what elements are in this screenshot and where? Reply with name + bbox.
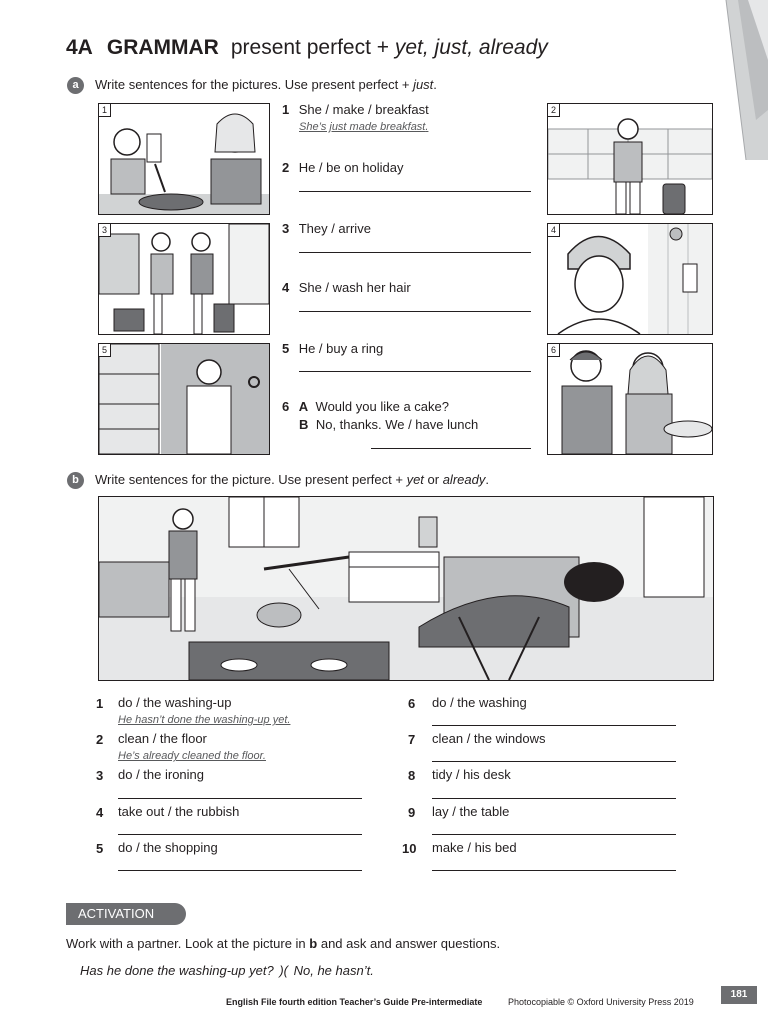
- picture-number: 3: [99, 224, 111, 237]
- picture-number: 4: [548, 224, 560, 237]
- answer-line-b10[interactable]: [432, 870, 676, 871]
- topic-text: present perfect +: [230, 36, 395, 59]
- picture-number: 6: [548, 344, 560, 357]
- answer-line-a2[interactable]: [299, 191, 531, 192]
- example-question: Has he done the washing-up yet?: [80, 963, 274, 978]
- page-number: 181: [721, 986, 757, 1004]
- part-b-item-6: 6 do / the washing: [408, 695, 527, 711]
- answer-line-b8[interactable]: [432, 798, 676, 799]
- part-a-item-2: 2 He / be on holiday: [282, 160, 404, 175]
- part-b-item-3: 3 do / the ironing: [96, 767, 205, 783]
- answer-line-a5[interactable]: [299, 371, 531, 372]
- room-illustration: [99, 497, 713, 680]
- part-b-item-10: 10 make / his bed: [402, 840, 517, 856]
- picture-3: [98, 223, 270, 335]
- answer-line-a3[interactable]: [299, 252, 531, 253]
- part-a-instruction: Write sentences for the pictures. Use present perfect + just.: [95, 77, 437, 92]
- answer-line-a6[interactable]: [371, 448, 531, 449]
- activation-instruction: Work with a partner. Look at the picture in b and ask and answer questions.: [66, 936, 501, 951]
- part-a-item-6b: B No, thanks. We / have lunch: [299, 417, 479, 432]
- picture-number: 5: [99, 344, 111, 357]
- model-answer-b1: He hasn’t done the washing-up yet.: [118, 714, 291, 726]
- model-answer-a: She’s just made breakfast.: [299, 121, 429, 133]
- answer-line-b7[interactable]: [432, 761, 676, 762]
- topic-italic: yet, just, already: [394, 36, 548, 59]
- answer-line-b5[interactable]: [118, 870, 362, 871]
- part-b-item-1: 1 do / the washing-up: [96, 695, 232, 711]
- ring-shop-illustration: [99, 344, 269, 454]
- part-b-label: b: [67, 472, 84, 489]
- hair-wash-illustration: [548, 224, 712, 334]
- part-b-instruction: Write sentences for the picture. Use present perfect + yet or already.: [95, 472, 489, 487]
- picture-1: [98, 103, 270, 215]
- speech-bubble-icon: )(: [279, 963, 288, 978]
- part-b-item-4: 4 take out / the rubbish: [96, 804, 240, 820]
- lesson-code: 4A: [66, 36, 93, 59]
- picture-5: [98, 343, 270, 455]
- activation-header: ACTIVATION: [66, 903, 186, 925]
- footer-book: English File fourth edition Teacher’s Guide Pre-intermediate: [226, 997, 483, 1007]
- part-b-item-7: 7 clean / the windows: [408, 731, 546, 747]
- activation-example: [80, 963, 374, 978]
- part-b-item-5: 5 do / the shopping: [96, 840, 218, 856]
- cooking-illustration: [99, 104, 269, 214]
- part-a-label: a: [67, 77, 84, 94]
- picture-2: [547, 103, 713, 215]
- part-a-item-4: 4 She / wash her hair: [282, 280, 411, 295]
- corner-decoration: [718, 0, 768, 160]
- part-a-item-6: 6 A Would you like a cake?: [282, 399, 449, 414]
- model-answer-b2: He’s already cleaned the floor.: [118, 750, 266, 762]
- answer-line-b4[interactable]: [118, 834, 362, 835]
- section-name: GRAMMAR: [106, 36, 219, 59]
- part-a-item-5: 5 He / buy a ring: [282, 341, 384, 356]
- answer-line-b6[interactable]: [432, 725, 676, 726]
- picture-number: 2: [548, 104, 560, 117]
- example-answer: No, he hasn’t.: [293, 963, 374, 978]
- cake-refusal-illustration: [548, 344, 712, 454]
- messy-room-picture: [98, 496, 714, 681]
- part-a-item-1: 1 She / make / breakfast: [282, 102, 429, 117]
- arrival-illustration: [99, 224, 269, 334]
- picture-6: [547, 343, 713, 455]
- part-b-item-9: 9 lay / the table: [408, 804, 510, 820]
- holiday-illustration: [548, 104, 712, 214]
- part-b-item-2: 2 clean / the floor: [96, 731, 207, 747]
- part-a-item-3: 3 They / arrive: [282, 221, 371, 236]
- answer-line-b9[interactable]: [432, 834, 676, 835]
- picture-number: 1: [99, 104, 111, 117]
- part-b-item-8: 8 tidy / his desk: [408, 767, 511, 783]
- footer-copyright: Photocopiable © Oxford University Press 2019: [508, 997, 694, 1007]
- answer-line-a4[interactable]: [299, 311, 531, 312]
- answer-line-b3[interactable]: [118, 798, 362, 799]
- picture-4: [547, 223, 713, 335]
- page-title: [66, 36, 548, 60]
